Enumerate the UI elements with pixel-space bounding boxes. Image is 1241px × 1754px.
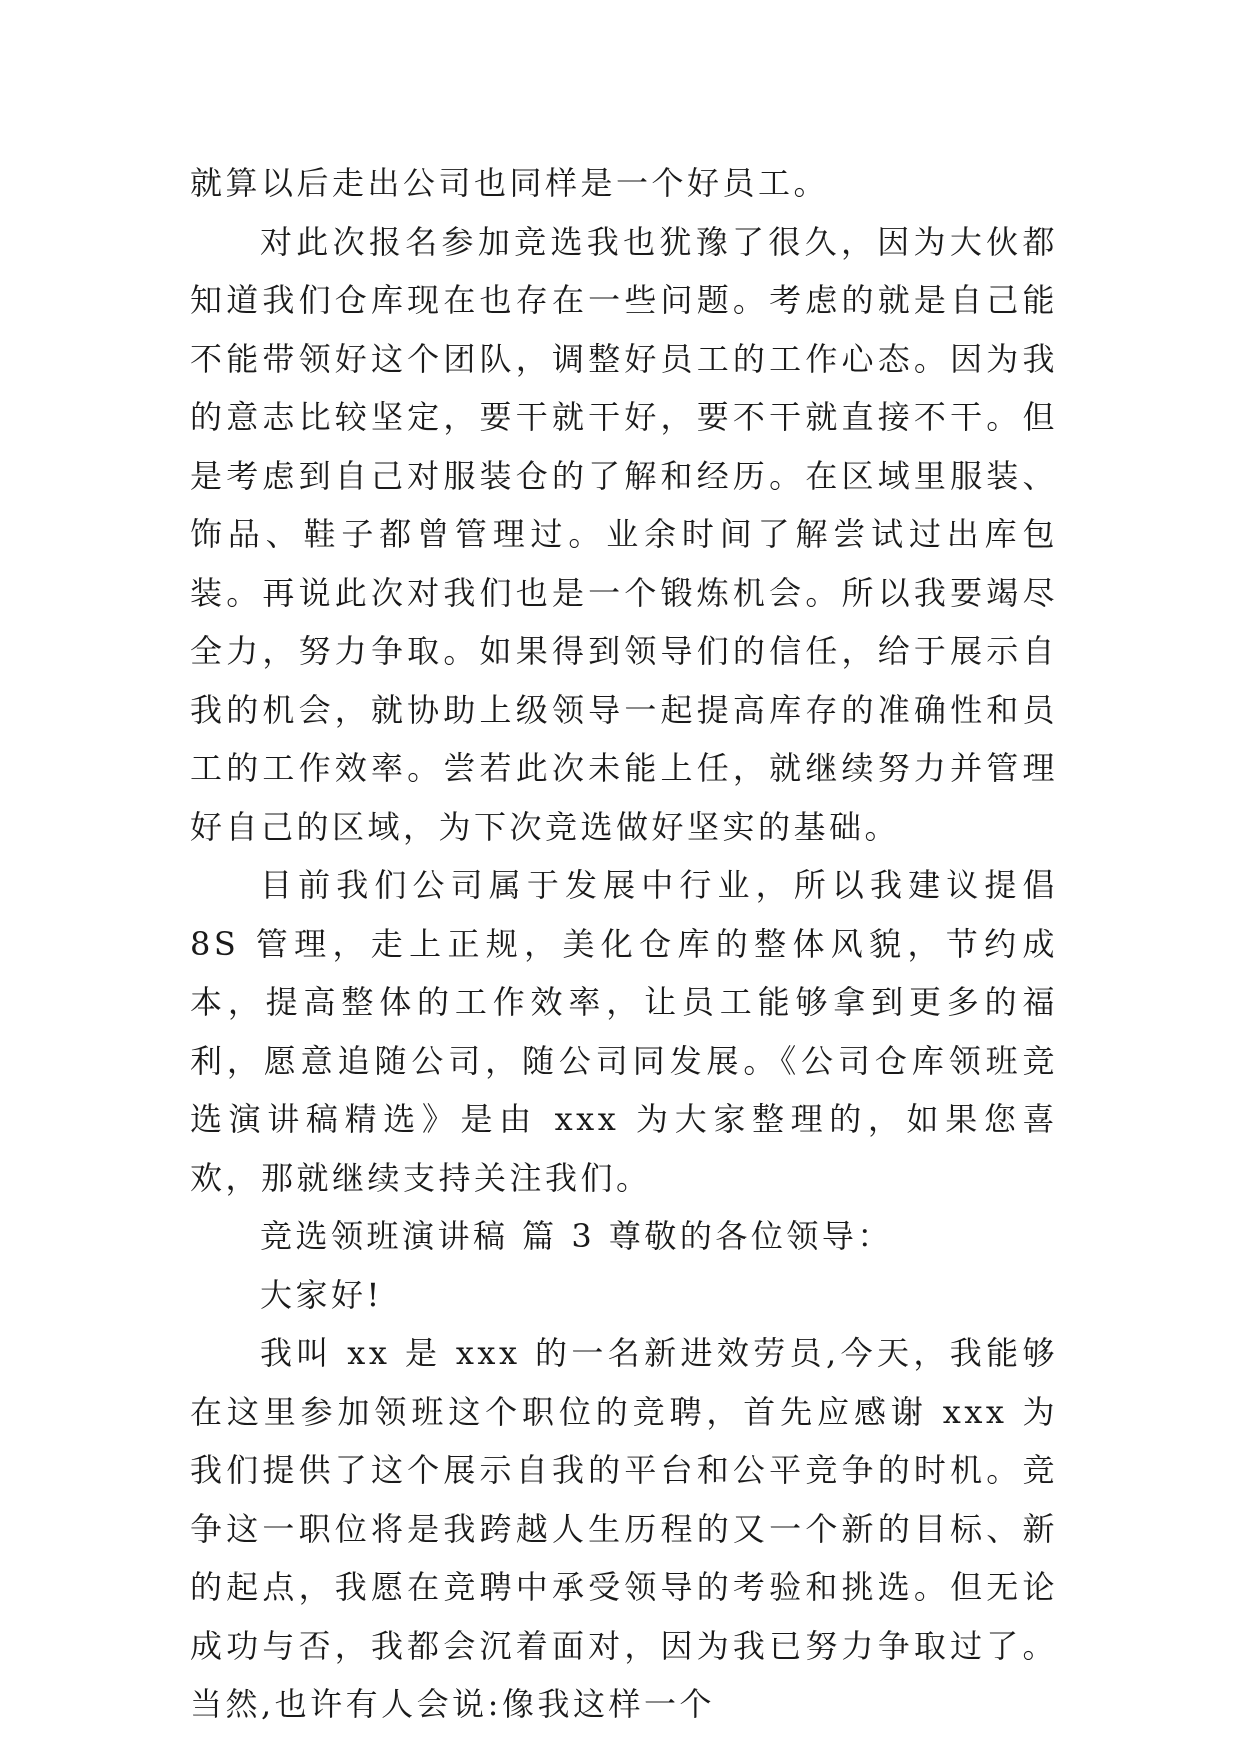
- paragraph: 目前我们公司属于发展中行业，所以我建议提倡 8S 管理，走上正规，美化仓库的整体风貌，节约成本，提高整体的工作效率，让员工能够拿到更多的福利，愿意追随公司，随公司同发展。《公司仓库领班竞选演讲稿精选》是由 xxx 为大家整理的，如果您喜欢，那就继续支持关注我们。: [190, 866, 1058, 1197]
- paragraph: 竞选领班演讲稿 篇 3 尊敬的各位领导：: [260, 1217, 893, 1255]
- paragraph: 大家好!: [260, 1275, 383, 1314]
- paragraph: 对此次报名参加竞选我也犹豫了很久，因为大伙都知道我们仓库现在也存在一些问题。考虑的就是自己能不能带领好这个团队，调整好员工的工作心态。因为我的意志比较坚定，要干就干好，要不干就直接不干。但是考虑到自己对服装仓的了解和经历。在区域里服装、饰品、鞋子都曾管理过。业余时间了解尝试过出库包装。再说此次对我们也是一个锻炼机会。所以我要竭尽全力，努力争取。如果得到领导们的信任，给于展示自我的机会，就协助上级领导一起提高库存的准确性和员工的工作效率。尝若此次未能上任，就继续努力并管理好自己的区域，为下次竞选做好坚实的基础。: [190, 222, 1058, 846]
- document-body: [190, 154, 1058, 1734]
- paragraph: 我叫 xx 是 xxx 的一名新进效劳员,今天，我能够在这里参加领班这个职位的竞聘，首先应感谢 xxx 为我们提供了这个展示自我的平台和公平竞争的时机。竞争这一职位将是我跨越人生历程的又一个新的目标、新的起点，我愿在竞聘中承受领导的考验和挑选。但无论成功与否，我都会沉着面对，因为我已努力争取过了。当然,也许有人会说:像我这样一个: [190, 1334, 1058, 1723]
- paragraph: 就算以后走出公司也同样是一个好员工。: [190, 164, 830, 202]
